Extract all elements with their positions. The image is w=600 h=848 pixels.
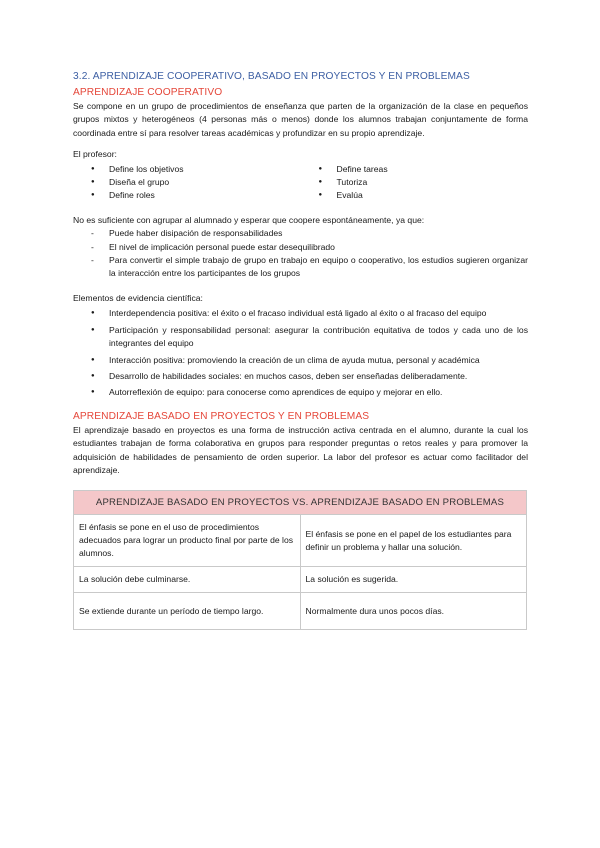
proyectos-heading: APRENDIZAJE BASADO EN PROYECTOS Y EN PROBLEMAS [73, 410, 370, 422]
list-item: ● Participación y responsabilidad personal: asegurar la contribución equitativa de todos y cada uno de los integrantes del equipo [73, 324, 528, 351]
list-item: - Puede haber disipación de responsabilidades [73, 227, 528, 240]
list-item: ● Define roles [73, 189, 301, 202]
list-item: - El nivel de implicación personal puede estar desequilibrado [73, 241, 528, 254]
table-row [74, 567, 527, 593]
list-item: ● Diseña el grupo [73, 176, 301, 189]
list-item: ● Interdependencia positiva: el éxito o el fracaso individual está ligado al éxito o al fracaso del equipo [73, 307, 528, 320]
table-row [74, 515, 527, 567]
profesor-duties [73, 163, 528, 203]
list-item: ● Define tareas [301, 163, 529, 176]
list-item: ● Interacción positiva: promoviendo la creación de un clima de ayuda mutua, personal y académica [73, 354, 528, 367]
list-item: ● Desarrollo de habilidades sociales: en muchos casos, deben ser enseñadas deliberadamente. [73, 370, 528, 383]
page-content [73, 71, 528, 630]
profesor-list-right [301, 163, 529, 203]
table-cell: La solución debe culminarse. [74, 567, 301, 593]
list-item: ● Define los objetivos [73, 163, 301, 176]
table-cell: El énfasis se pone en el papel de los estudiantes para definir un problema y hallar una solución. [300, 515, 527, 567]
no-suficiente-text: No es suficiente con agrupar al alumnado y esperar que coopere espontáneamente, ya que: [73, 214, 425, 225]
profesor-list-left [73, 163, 301, 203]
elementos-label: Elementos de evidencia científica: [73, 292, 203, 303]
table-cell: Normalmente dura unos pocos días. [300, 593, 527, 630]
comparison-table [73, 490, 527, 630]
cooperativo-heading: APRENDIZAJE COOPERATIVO [73, 87, 223, 98]
proyectos-intro: El aprendizaje basado en proyectos es una forma de instrucción activa centrada en el alumno, durante la cual los estudiantes trabajan de forma colaborativa en grupos para responder preguntas o retos reales y para promover la adquisición de habilidades de pensamiento de orden superior. La labor del profesor es actuar como facilitador del aprendizaje. [73, 424, 528, 475]
table-cell: Se extiende durante un período de tiempo largo. [74, 593, 301, 630]
table-header: APRENDIZAJE BASADO EN PROYECTOS VS. APRENDIZAJE BASADO EN PROBLEMAS [74, 491, 527, 515]
list-item: - Para convertir el simple trabajo de grupo en trabajo en equipo o cooperativo, los estudios sugieren organizar la interacción entre los participantes de los grupos [73, 254, 528, 281]
cooperativo-intro: Se compone en un grupo de procedimientos de enseñanza que parten de la organización de la clase en pequeños grupos mixtos y heterogéneos (4 personas más o menos) donde los alumnos trabajan conjuntamente de forma coordinada entre sí para resolver tareas académicas y profundizar en su propio aprendizaje. [73, 101, 528, 138]
table-cell: El énfasis se pone en el uso de procedimientos adecuados para lograr un producto final por parte de los alumnos. [74, 515, 301, 567]
elementos-list [73, 307, 528, 399]
table-row [74, 593, 527, 630]
profesor-label: El profesor: [73, 149, 117, 160]
razones-list [73, 227, 528, 281]
list-item: ● Tutoriza [301, 176, 529, 189]
section-title: 3.2. APRENDIZAJE COOPERATIVO, BASADO EN PROYECTOS Y EN PROBLEMAS [73, 71, 470, 82]
table-cell: La solución es sugerida. [300, 567, 527, 593]
list-item: ● Autorreflexión de equipo: para conocerse como aprendices de equipo y mejorar en ello. [73, 386, 528, 399]
list-item: ● Evalúa [301, 189, 529, 202]
